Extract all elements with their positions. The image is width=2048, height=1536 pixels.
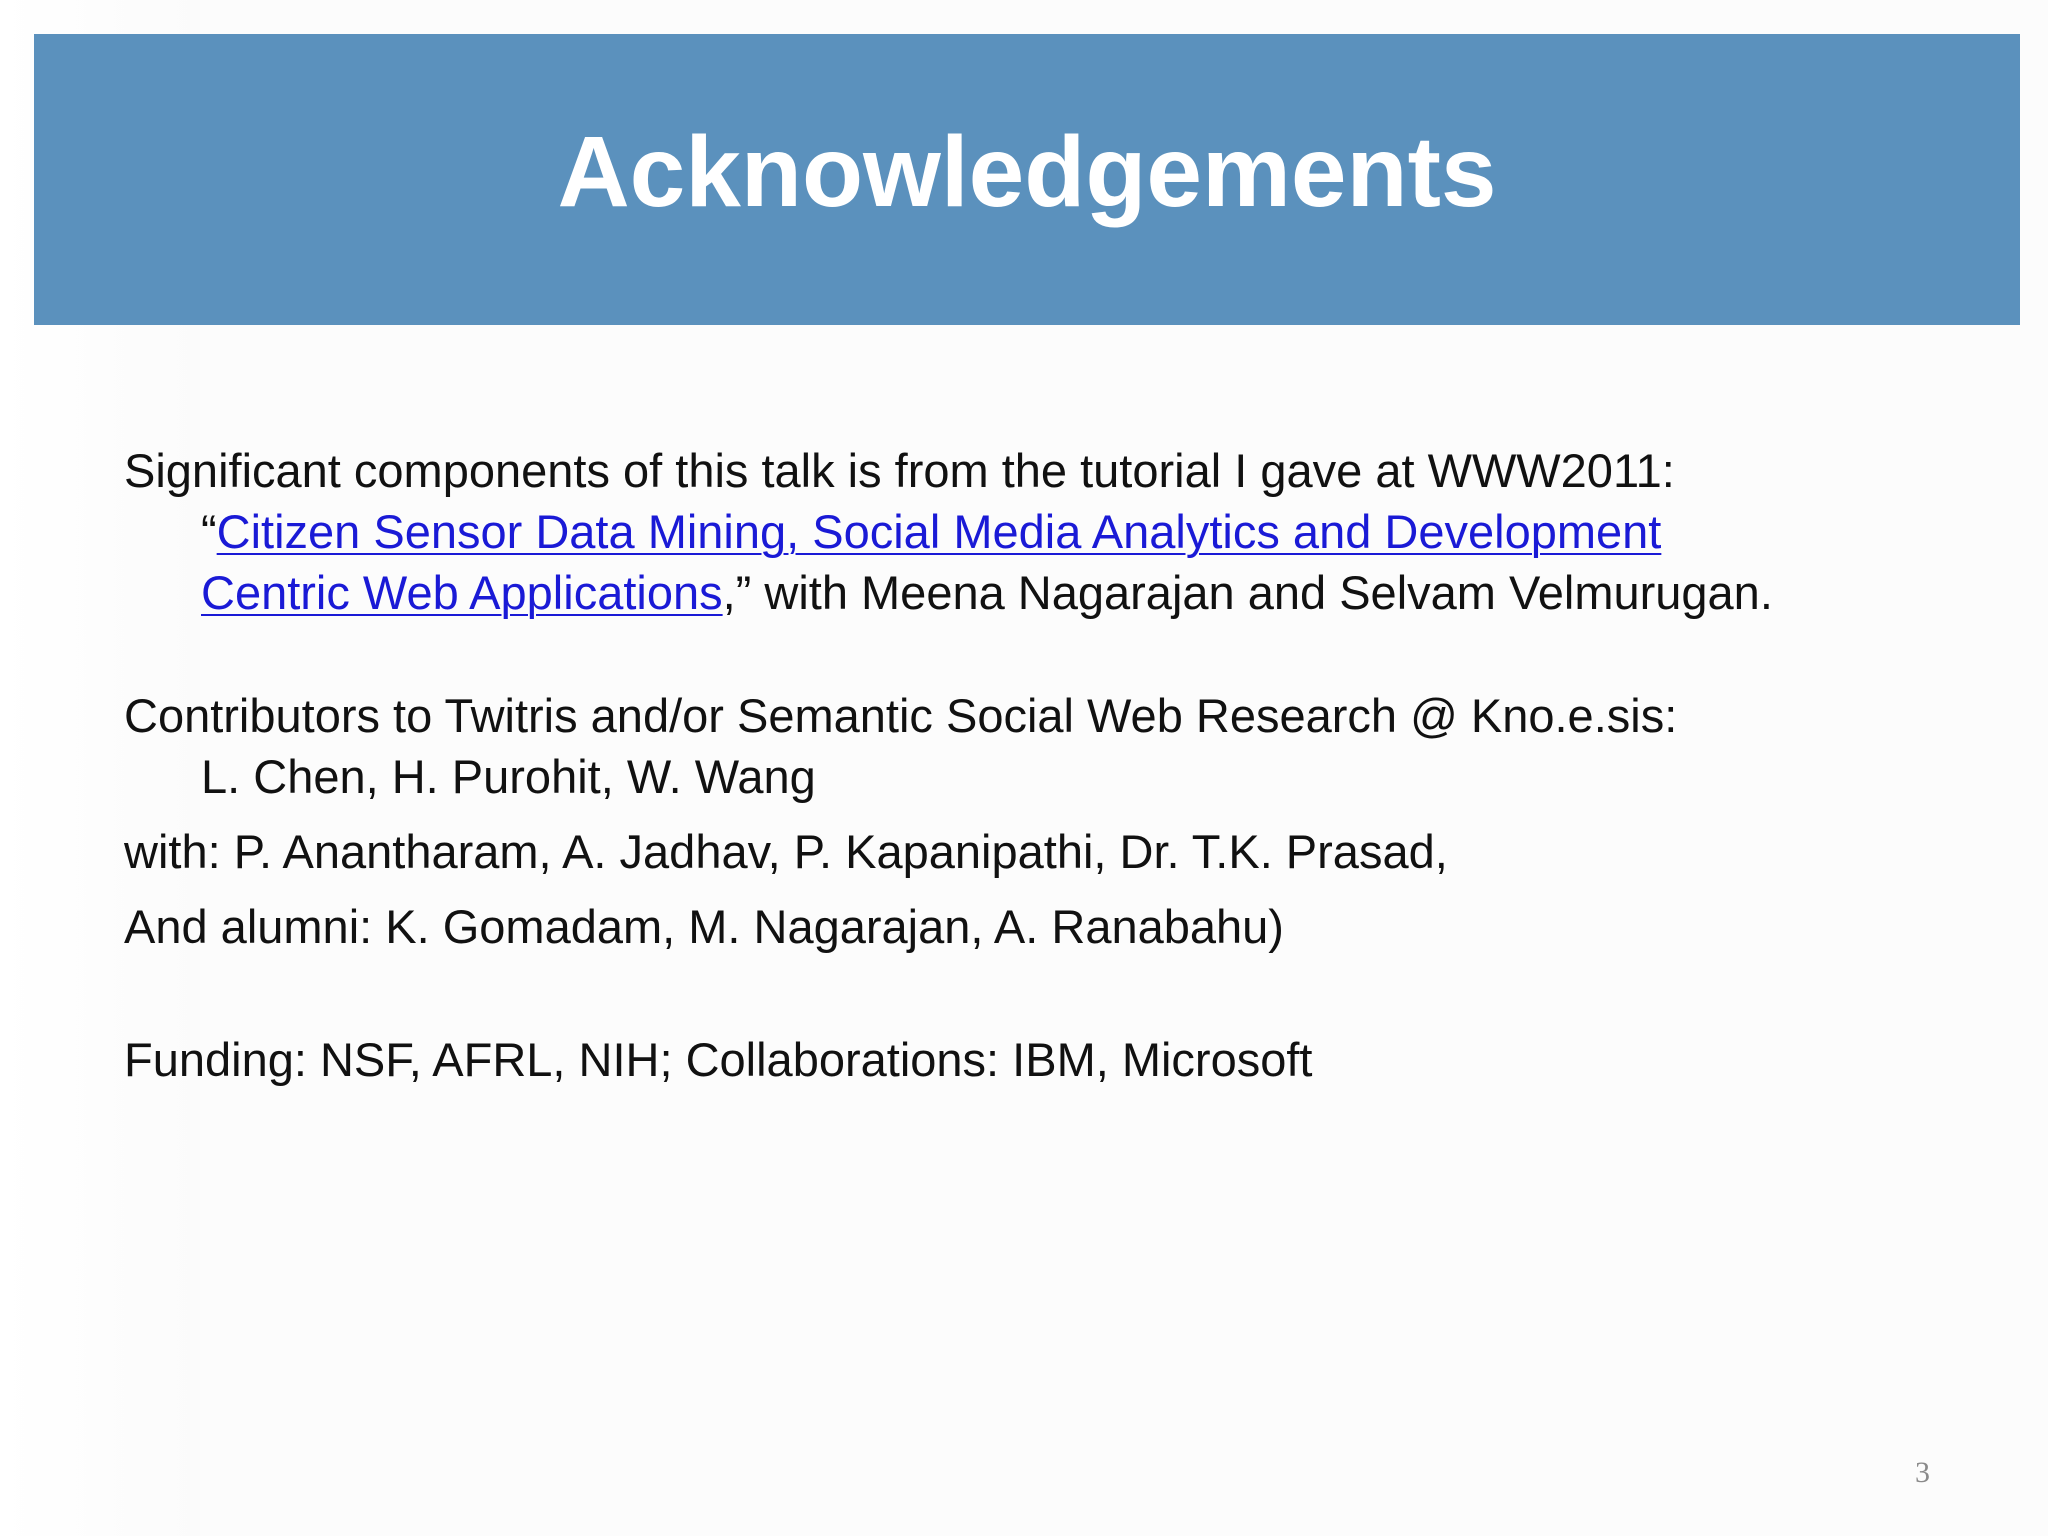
contributors-names: L. Chen, H. Purohit, W. Wang — [201, 750, 816, 803]
slide-body — [124, 440, 1984, 1090]
contributors-alumni: And alumni: K. Gomadam, M. Nagarajan, A. Ranabahu) — [124, 900, 1284, 953]
tutorial-link-line-2 — [124, 562, 1984, 623]
funding-line: Funding: NSF, AFRL, NIH; Collaborations: IBM, Microsoft — [124, 1033, 1313, 1086]
spacer — [124, 807, 1984, 821]
contributors-lead: Contributors to Twitris and/or Semantic Social Web Research @ Kno.e.sis: — [124, 689, 1678, 742]
contributors-with: with: P. Anantharam, A. Jadhav, P. Kapanipathi, Dr. T.K. Prasad, — [124, 825, 1448, 878]
spacer — [124, 882, 1984, 896]
spacer — [124, 957, 1984, 1029]
tutorial-lead: Significant components of this talk is from the tutorial I gave at WWW2011: — [124, 444, 1675, 497]
slide-title: Acknowledgements — [557, 116, 1497, 228]
tutorial-link-line-1 — [124, 501, 1984, 562]
page-number: 3 — [1915, 1456, 1930, 1489]
tutorial-tail: ,” with Meena Nagarajan and Selvam Velmurugan. — [722, 566, 1773, 619]
open-quote: “ — [201, 505, 217, 558]
spacer — [124, 623, 1984, 685]
title-banner — [34, 34, 2020, 325]
tutorial-link[interactable]: Citizen Sensor Data Mining, Social Media Analytics and Development — [216, 505, 1662, 558]
tutorial-link-continued[interactable]: Centric Web Applications — [201, 566, 723, 619]
